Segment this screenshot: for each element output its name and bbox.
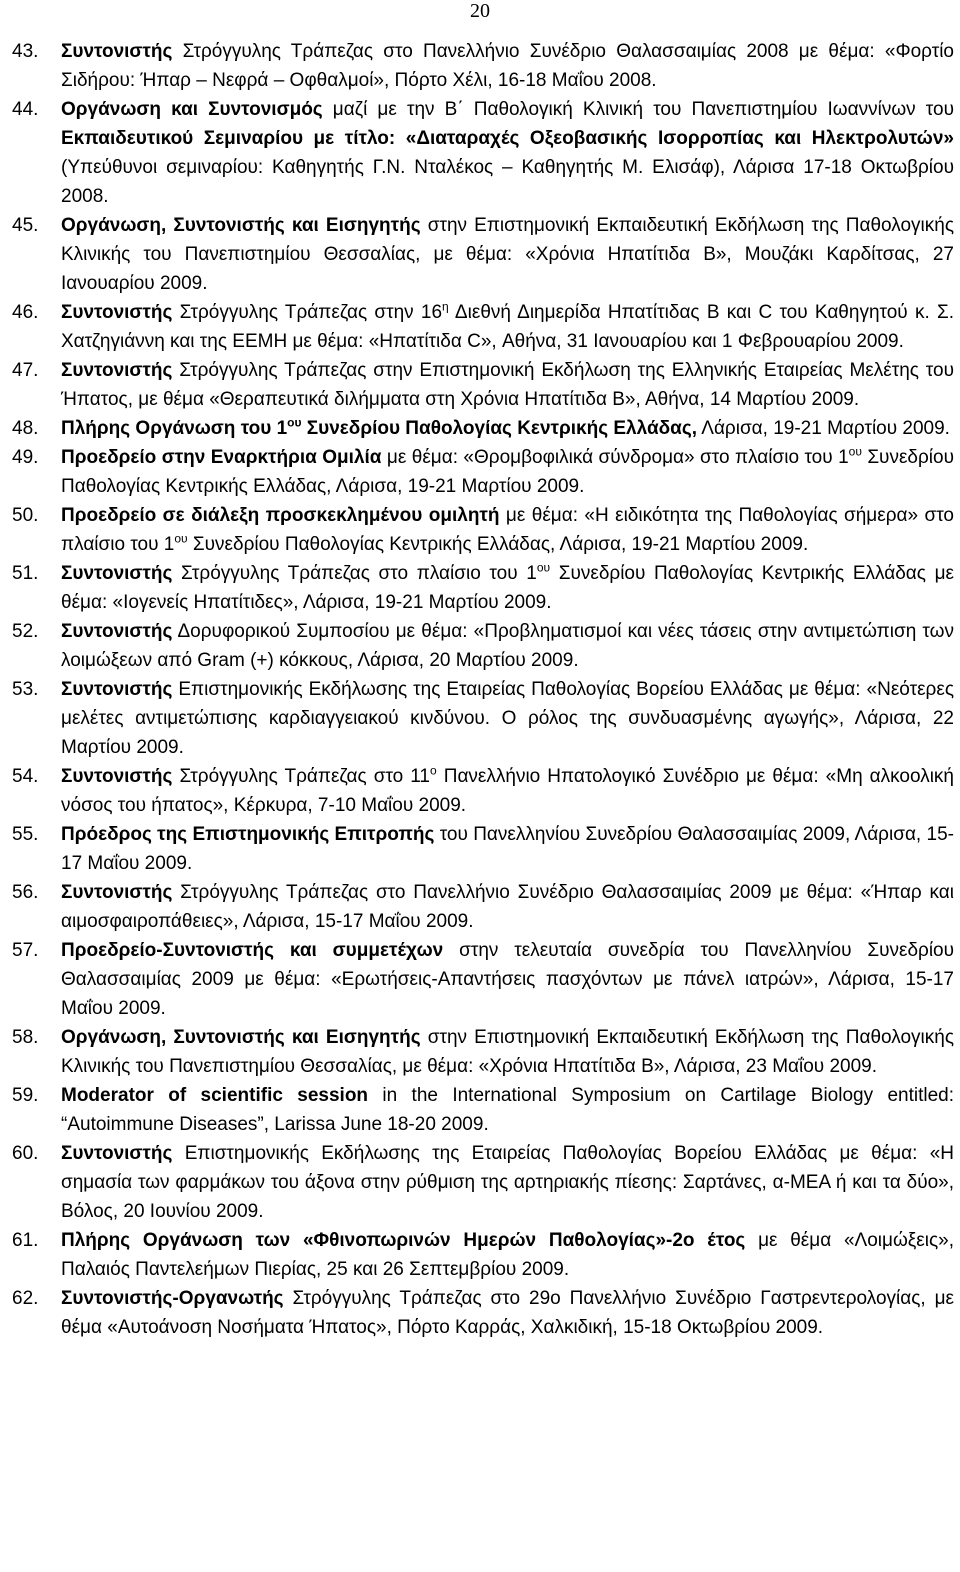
superscript-text: ου bbox=[287, 415, 302, 430]
entry-text bbox=[61, 617, 954, 675]
entry-text bbox=[61, 37, 954, 95]
entry-number: 53. bbox=[12, 679, 39, 700]
bold-role-text: Συντονιστής bbox=[61, 766, 173, 787]
entry-number: 47. bbox=[12, 360, 39, 381]
entry-text bbox=[61, 559, 954, 617]
bold-role-text: Εκπαιδευτικού Σεμιναρίου με τίτλο: «Διαταραχές Οξεοβασικής Ισορροπίας και Ηλεκτρολυτών» bbox=[61, 128, 954, 149]
entry-body-text: με θέμα: «Η ειδικότητα της Παθολογίας σήμερα» στο πλαίσιο του 1 bbox=[61, 505, 955, 555]
list-item bbox=[12, 1023, 954, 1081]
entry-body-text: με θέμα «Λοιμώξεις», Παλαιός Παντελεήμων Πιερίας, 25 και 26 Σεπτεμβρίου 2009. bbox=[61, 1230, 954, 1280]
superscript-text: ου bbox=[536, 560, 551, 575]
list-item bbox=[12, 501, 954, 559]
list-item bbox=[12, 1284, 954, 1342]
bold-role-text: Συντονιστής bbox=[61, 621, 173, 642]
bold-role-text: Συντονιστής bbox=[61, 882, 173, 903]
entry-body-text: Διεθνή Διημερίδα Ηπατίτιδας Β και C του Καθηγητού κ. Σ. Χατζηγιάννη και της ΕΕΜΗ με θέμα: «Ηπατίτιδα C», Αθήνα, 31 Ιανουαρίου και 1 Φεβρουαρίου 2009. bbox=[61, 302, 954, 352]
bold-role-text: Οργάνωση, Συντονιστής και Εισηγητής bbox=[61, 1027, 421, 1048]
list-item bbox=[12, 443, 954, 501]
entry-body-text: μαζί με την Β΄ Παθολογική Κλινική του Πανεπιστημίου Ιωαννίνων του bbox=[322, 99, 954, 120]
bold-role-text: Moderator of scientific session bbox=[61, 1085, 369, 1106]
entry-body-text: Στρόγγυλης Τράπεζας στην 16 bbox=[172, 302, 443, 323]
bold-role-text: Πλήρης Οργάνωση των «Φθινοπωρινών Ημερών Παθολογίας»-2ο έτος bbox=[61, 1230, 746, 1251]
bold-role-text: Προεδρείο-Συντονιστής και συμμετέχων bbox=[61, 940, 444, 961]
list-item bbox=[12, 559, 954, 617]
entry-text bbox=[61, 356, 954, 414]
entry-text bbox=[61, 878, 954, 936]
entry-text bbox=[61, 820, 954, 878]
list-item bbox=[12, 1081, 954, 1139]
entry-body-text: Στρόγγυλης Τράπεζας στο Πανελλήνιο Συνέδριο Θαλασσαιμίας 2009 με θέμα: «Ήπαρ και αιμοσφαιροπάθειες», Λάρισα, 15-17 Μαΐου 2009. bbox=[61, 882, 954, 932]
list-item bbox=[12, 356, 954, 414]
entry-text bbox=[61, 1081, 954, 1139]
bold-role-text: Πρόεδρος της Επιστημονικής Επιτροπής bbox=[61, 824, 435, 845]
entry-number: 44. bbox=[12, 99, 39, 120]
list-item bbox=[12, 414, 954, 443]
bold-role-text: Συντονιστής bbox=[61, 302, 173, 323]
entry-body-text: στην τελευταία συνεδρία του Πανελληνίου Συνεδρίου Θαλασσαιμίας 2009 με θέμα: «Ερωτήσεις-Απαντήσεις πασχόντων με πάνελ ιατρών», Λάρισα, 15-17 Μαΐου 2009. bbox=[61, 940, 955, 1019]
bold-role-text: Συντονιστής bbox=[61, 563, 173, 584]
bold-role-text: Οργάνωση και Συντονισμός bbox=[61, 99, 323, 120]
list-item bbox=[12, 675, 954, 762]
page-number: 20 bbox=[470, 0, 490, 22]
bold-role-text: Συντονιστής bbox=[61, 1143, 173, 1164]
entry-number: 61. bbox=[12, 1230, 39, 1251]
superscript-text: ο bbox=[430, 763, 437, 778]
bold-role-text: Συντονιστής bbox=[61, 679, 173, 700]
entry-number: 51. bbox=[12, 563, 39, 584]
bold-role-text: Προεδρείο σε διάλεξη προσκεκλημένου ομιλητή bbox=[61, 505, 500, 526]
entry-text bbox=[61, 95, 954, 211]
entry-text bbox=[61, 211, 954, 298]
list-item bbox=[12, 298, 954, 356]
entry-text bbox=[61, 501, 954, 559]
entry-text bbox=[61, 1226, 954, 1284]
entry-text bbox=[61, 936, 954, 1023]
entry-body-text: Συνεδρίου Παθολογίας Κεντρικής Ελλάδας, Λάρισα, 19-21 Μαρτίου 2009. bbox=[187, 534, 809, 555]
superscript-text: ου bbox=[848, 444, 862, 459]
entry-number: 48. bbox=[12, 418, 39, 439]
entry-body-text: in the International Symposium on Cartilage Biology entitled: “Autoimmune Diseases”, Larissa June 18-20 2009. bbox=[61, 1085, 954, 1135]
entry-number: 45. bbox=[12, 215, 39, 236]
list-item bbox=[12, 1139, 954, 1226]
entry-number: 56. bbox=[12, 882, 39, 903]
entries-list bbox=[12, 37, 954, 1342]
entry-body-text: Στρόγγυλης Τράπεζας στο 11 bbox=[172, 766, 430, 787]
entry-body-text: στην Επιστημονική Εκπαιδευτική Εκδήλωση της Παθολογικής Κλινικής του Πανεπιστημίου Θεσσαλίας, με θέμα: «Χρόνια Ηπατίτιδα Β», Μουζάκι Καρδίτσας, 27 Ιανουαρίου 2009. bbox=[61, 215, 954, 294]
entry-body-text: Λάρισα, 19-21 Μαρτίου 2009. bbox=[697, 418, 950, 439]
list-item bbox=[12, 820, 954, 878]
list-item bbox=[12, 1226, 954, 1284]
entry-number: 57. bbox=[12, 940, 39, 961]
entry-text bbox=[61, 675, 954, 762]
bold-role-text: Πλήρης Οργάνωση του 1 bbox=[61, 418, 288, 439]
list-item bbox=[12, 95, 954, 211]
list-item bbox=[12, 878, 954, 936]
entry-text bbox=[61, 414, 954, 443]
entry-body-text: του Πανελληνίου Συνεδρίου Θαλασσαιμίας 2009, Λάρισα, 15-17 Μαΐου 2009. bbox=[61, 824, 954, 874]
bold-role-text: Συνεδρίου Παθολογίας Κεντρικής Ελλάδας, bbox=[301, 418, 698, 439]
entry-number: 49. bbox=[12, 447, 39, 468]
entry-number: 58. bbox=[12, 1027, 39, 1048]
entry-number: 55. bbox=[12, 824, 39, 845]
entry-body-text: Επιστημονικής Εκδήλωσης της Εταιρείας Παθολογίας Βορείου Ελλάδας με θέμα: «Η σημασία των φαρμάκων του άξονα στην ρύθμιση της αρτηριακής πίεσης: Σαρτάνες, α-ΜΕΑ ή και τα δύο», Βόλος, 20 Ιουνίου 2009. bbox=[61, 1143, 954, 1222]
list-item bbox=[12, 617, 954, 675]
entry-number: 60. bbox=[12, 1143, 39, 1164]
entry-body-text: στην Επιστημονική Εκπαιδευτική Εκδήλωση της Παθολογικής Κλινικής του Πανεπιστημίου Θεσσαλίας, με θέμα: «Χρόνια Ηπατίτιδα Β», Λάρισα, 23 Μαΐου 2009. bbox=[61, 1027, 954, 1077]
entry-number: 59. bbox=[12, 1085, 39, 1106]
entry-text bbox=[61, 1139, 954, 1226]
superscript-text: ου bbox=[174, 531, 188, 546]
entry-number: 52. bbox=[12, 621, 39, 642]
entry-text bbox=[61, 1284, 954, 1342]
list-item bbox=[12, 762, 954, 820]
list-item bbox=[12, 211, 954, 298]
entry-number: 50. bbox=[12, 505, 39, 526]
entry-text bbox=[61, 762, 954, 820]
entry-body-text: Επιστημονικής Εκδήλωσης της Εταιρείας Παθολογίας Βορείου Ελλάδας με θέμα: «Νεότερες μελέτες αντιμετώπισης καρδιαγγειακού κινδύνου. Ο ρόλος της συνδυασμένης αγωγής», Λάρισα, 22 Μαρτίου 2009. bbox=[61, 679, 954, 758]
entry-text bbox=[61, 298, 954, 356]
entry-body-text: Στρόγγυλης Τράπεζας στην Επιστημονική Εκδήλωση της Ελληνικής Εταιρείας Μελέτης του Ήπατος, με θέμα «Θεραπευτικά διλήμματα στη Χρόνια Ηπατίτιδα Β», Αθήνα, 14 Μαρτίου 2009. bbox=[61, 360, 954, 410]
superscript-text: η bbox=[442, 299, 449, 314]
entry-body-text: Δορυφορικού Συμποσίου με θέμα: «Προβληματισμοί και νέες τάσεις στην αντιμετώπιση των λοιμώξεων από Gram (+) κόκκους, Λάρισα, 20 Μαρτίου 2009. bbox=[61, 621, 954, 671]
list-item bbox=[12, 936, 954, 1023]
bold-role-text: Συντονιστής bbox=[61, 360, 173, 381]
entry-text bbox=[61, 443, 954, 501]
entry-body-text: Στρόγγυλης Τράπεζας στο 29ο Πανελλήνιο Συνέδριο Γαστρεντερολογίας, με θέμα «Αυτοάνοση Νοσήματα Ήπατος», Πόρτο Καρράς, Χαλκιδική, 15-18 Οκτωβρίου 2009. bbox=[61, 1288, 954, 1338]
bold-role-text: Συντονιστής-Οργανωτής bbox=[61, 1288, 284, 1309]
entry-body-text: Στρόγγυλης Τράπεζας στο Πανελλήνιο Συνέδριο Θαλασσαιμίας 2008 με θέμα: «Φορτίο Σιδήρου: Ήπαρ – Νεφρά – Οφθαλμοί», Πόρτο Χέλι, 16-18 Μαΐου 2008. bbox=[61, 41, 954, 91]
bold-role-text: Προεδρείο στην Εναρκτήρια Ομιλία bbox=[61, 447, 382, 468]
entry-body-text: Πανελλήνιο Ηπατολογικό Συνέδριο με θέμα: «Μη αλκοολική νόσος του ήπατος», Κέρκυρα, 7-10 Μαΐου 2009. bbox=[61, 766, 954, 816]
bold-role-text: Συντονιστής bbox=[61, 41, 173, 62]
list-item bbox=[12, 37, 954, 95]
entry-body-text: Στρόγγυλης Τράπεζας στο πλαίσιο του 1 bbox=[172, 563, 537, 584]
bold-role-text: Οργάνωση, Συντονιστής και Εισηγητής bbox=[61, 215, 421, 236]
entry-body-text: Συνεδρίου Παθολογίας Κεντρικής Ελλάδας με θέμα: «Ιογενείς Ηπατίτιδες», Λάρισα, 19-21 Μαρτίου 2009. bbox=[61, 563, 954, 613]
entry-number: 62. bbox=[12, 1288, 39, 1309]
entry-number: 43. bbox=[12, 41, 39, 62]
entry-number: 54. bbox=[12, 766, 39, 787]
entry-body-text: Συνεδρίου Παθολογίας Κεντρικής Ελλάδας, Λάρισα, 19-21 Μαρτίου 2009. bbox=[61, 447, 954, 497]
entry-number: 46. bbox=[12, 302, 39, 323]
entry-text bbox=[61, 1023, 954, 1081]
entry-body-text: (Υπεύθυνοι σεμιναρίου: Καθηγητής Γ.Ν. Νταλέκος – Καθηγητής Μ. Ελισάφ), Λάρισα 17-18 Οκτωβρίου 2008. bbox=[61, 157, 954, 207]
entry-body-text: με θέμα: «Θρομβοφιλικά σύνδρομα» στο πλαίσιο του 1 bbox=[381, 447, 849, 468]
